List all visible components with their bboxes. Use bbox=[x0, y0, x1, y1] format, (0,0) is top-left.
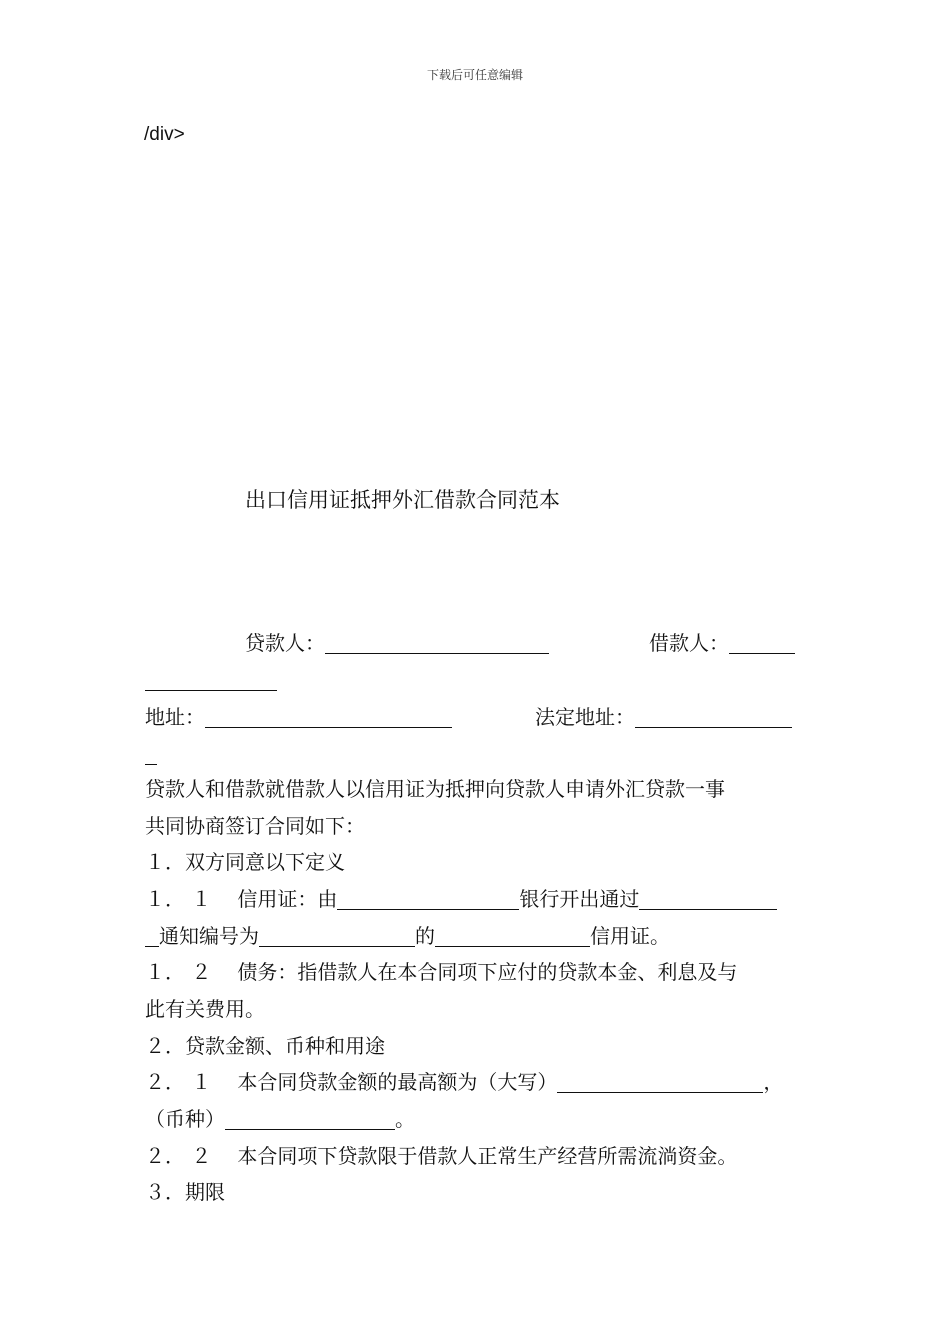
section-3-heading: ３．期限 bbox=[145, 1180, 225, 1204]
borrower-blank-continued-line bbox=[145, 666, 277, 694]
clause-1-1-number: １． １ bbox=[145, 887, 212, 911]
amount-in-words-blank bbox=[557, 1070, 763, 1093]
credit-number-blank bbox=[435, 924, 590, 947]
borrower-blank-continued bbox=[145, 668, 277, 691]
intro-line-2: 共同协商签订合同如下： bbox=[145, 814, 365, 838]
borrower-line bbox=[649, 629, 795, 657]
clause-1-2-number: １． ２ bbox=[145, 960, 212, 984]
borrower-label: 借款人： bbox=[649, 631, 729, 655]
advising-bank-blank bbox=[639, 887, 777, 910]
clause-1-1-text-a: 信用证：由 bbox=[237, 887, 338, 911]
address-label: 地址： bbox=[145, 705, 205, 729]
clause-1-1-line-1 bbox=[145, 885, 777, 913]
page-header-note: 下载后可任意编辑 bbox=[426, 68, 523, 82]
legal-address-label: 法定地址： bbox=[535, 705, 635, 729]
section-1-heading: １．双方同意以下定义 bbox=[145, 850, 345, 874]
clause-1-1-text-c: 通知编号为 bbox=[159, 924, 259, 948]
issuing-bank-blank bbox=[337, 887, 519, 910]
clause-1-2-text-a: 债务：指借款人在本合同项下应付的贷款本金、利息及与 bbox=[237, 960, 738, 984]
document-title: 出口信用证抵押外汇借款合同范本 bbox=[245, 488, 560, 512]
clause-2-2-text: 本合同项下贷款限于借款人正常生产经营所需流淌资金。 bbox=[237, 1144, 738, 1168]
advising-bank-blank-continued bbox=[145, 924, 159, 947]
section-2-heading: ２．贷款金额、币种和用途 bbox=[145, 1034, 385, 1058]
clause-2-1-text-b: （币种） bbox=[145, 1107, 225, 1131]
lender-blank bbox=[325, 631, 549, 654]
currency-blank bbox=[225, 1107, 395, 1130]
address-line bbox=[145, 703, 452, 731]
clause-1-1-text-e: 信用证。 bbox=[590, 924, 670, 948]
legal-address-blank bbox=[635, 705, 792, 728]
borrower-blank bbox=[729, 631, 795, 654]
clause-1-1-text-b: 银行开出通过 bbox=[519, 887, 640, 911]
intro-line-1: 贷款人和借款就借款人以信用证为抵押向贷款人申请外汇贷款一事 bbox=[145, 777, 725, 801]
clause-2-1-comma: ， bbox=[763, 1070, 784, 1094]
clause-2-1-line-1 bbox=[145, 1068, 783, 1096]
lender-label: 贷款人： bbox=[245, 631, 325, 655]
clause-2-2-number: ２． ２ bbox=[145, 1144, 212, 1168]
clause-1-2-line-1 bbox=[145, 958, 737, 986]
clause-2-1-text-a: 本合同贷款金额的最高额为（大写） bbox=[237, 1070, 558, 1094]
stray-markup-text: /div> bbox=[144, 124, 185, 145]
clause-1-2-line-2: 此有关费用。 bbox=[145, 997, 265, 1021]
notice-number-blank bbox=[259, 924, 415, 947]
clause-2-2-line bbox=[145, 1142, 737, 1170]
address-blank bbox=[205, 705, 452, 728]
clause-2-1-text-c: 。 bbox=[395, 1107, 415, 1131]
legal-address-line bbox=[535, 703, 792, 731]
legal-address-blank-continued-line bbox=[145, 740, 157, 768]
lender-line bbox=[245, 629, 549, 657]
legal-address-blank-continued bbox=[145, 742, 157, 765]
clause-2-1-number: ２． １ bbox=[145, 1070, 212, 1094]
clause-2-1-line-2 bbox=[145, 1105, 415, 1133]
clause-1-1-line-2 bbox=[145, 922, 670, 950]
clause-1-1-text-d: 的 bbox=[415, 924, 435, 948]
